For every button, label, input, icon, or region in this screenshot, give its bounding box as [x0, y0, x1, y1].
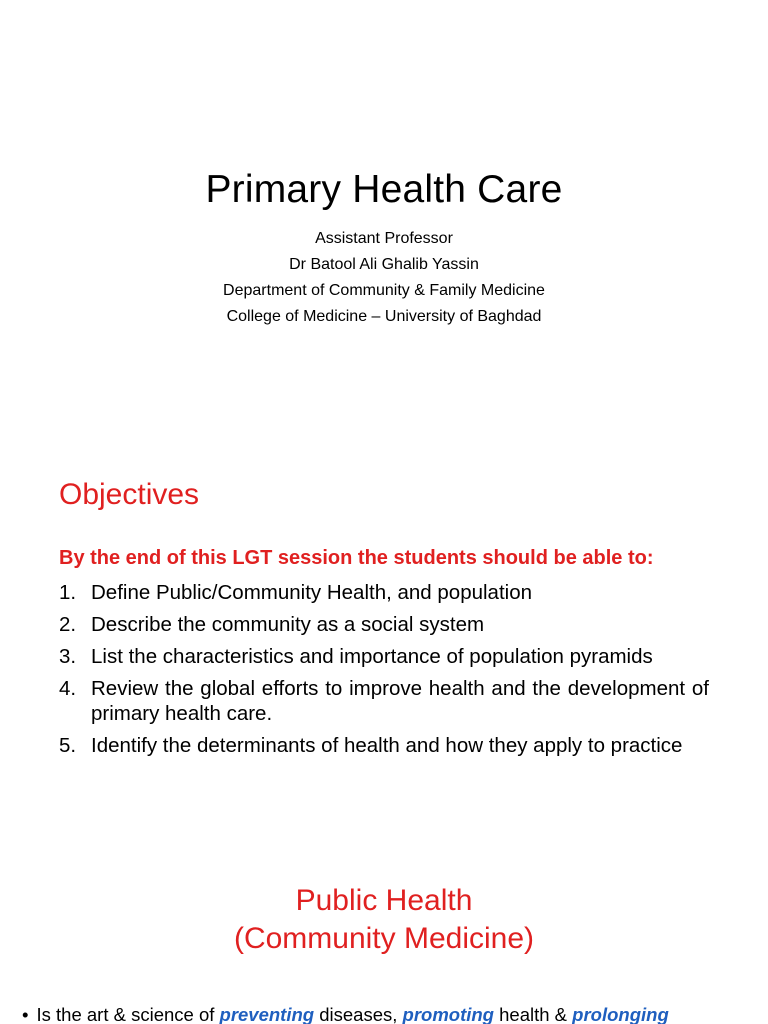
list-item	[59, 580, 709, 605]
bullet-text: diseases,	[314, 1004, 403, 1024]
public-health-slide	[0, 850, 768, 1024]
definition-bullet	[22, 1004, 669, 1024]
emphasis-prolonging: prolonging	[572, 1004, 669, 1024]
list-number: 5.	[59, 734, 77, 757]
objectives-intro: By the end of this LGT session the students should be able to:	[59, 547, 654, 569]
public-health-title	[0, 882, 768, 958]
slide-title: Primary Health Care	[205, 168, 563, 211]
list-text: Define Public/Community Health, and population	[91, 581, 533, 604]
objectives-list	[59, 580, 709, 765]
list-text: Review the global efforts to improve health and the development of primary health care.	[91, 677, 709, 725]
list-number: 3.	[59, 645, 77, 668]
title-slide	[0, 0, 768, 440]
author-name: Dr Batool Ali Ghalib Yassin	[289, 256, 479, 273]
list-text: List the characteristics and importance of population pyramids	[91, 645, 653, 668]
list-item	[59, 644, 709, 669]
author-position: Assistant Professor	[315, 230, 453, 247]
list-number: 1.	[59, 581, 77, 604]
list-number: 2.	[59, 613, 77, 636]
list-text: Describe the community as a social system	[91, 613, 485, 636]
list-item	[59, 733, 709, 758]
author-info	[0, 226, 768, 330]
list-text: Identify the determinants of health and how they apply to practice	[91, 734, 683, 757]
list-item	[59, 612, 709, 637]
list-item	[59, 676, 709, 726]
emphasis-promoting: promoting	[402, 1004, 494, 1024]
bullet-dot: •	[22, 1004, 29, 1024]
author-institution: College of Medicine – University of Baghdad	[226, 308, 542, 325]
public-health-title-line1: Public Health	[295, 884, 473, 917]
author-department: Department of Community & Family Medicine	[223, 282, 545, 299]
bullet-text: Is the art & science of	[36, 1004, 220, 1024]
public-health-title-line2: (Community Medicine)	[233, 922, 535, 955]
objectives-slide	[0, 440, 768, 850]
bullet-text: health &	[493, 1004, 573, 1024]
list-number: 4.	[59, 677, 77, 700]
emphasis-preventing: preventing	[219, 1004, 315, 1024]
objectives-heading: Objectives	[59, 478, 200, 511]
